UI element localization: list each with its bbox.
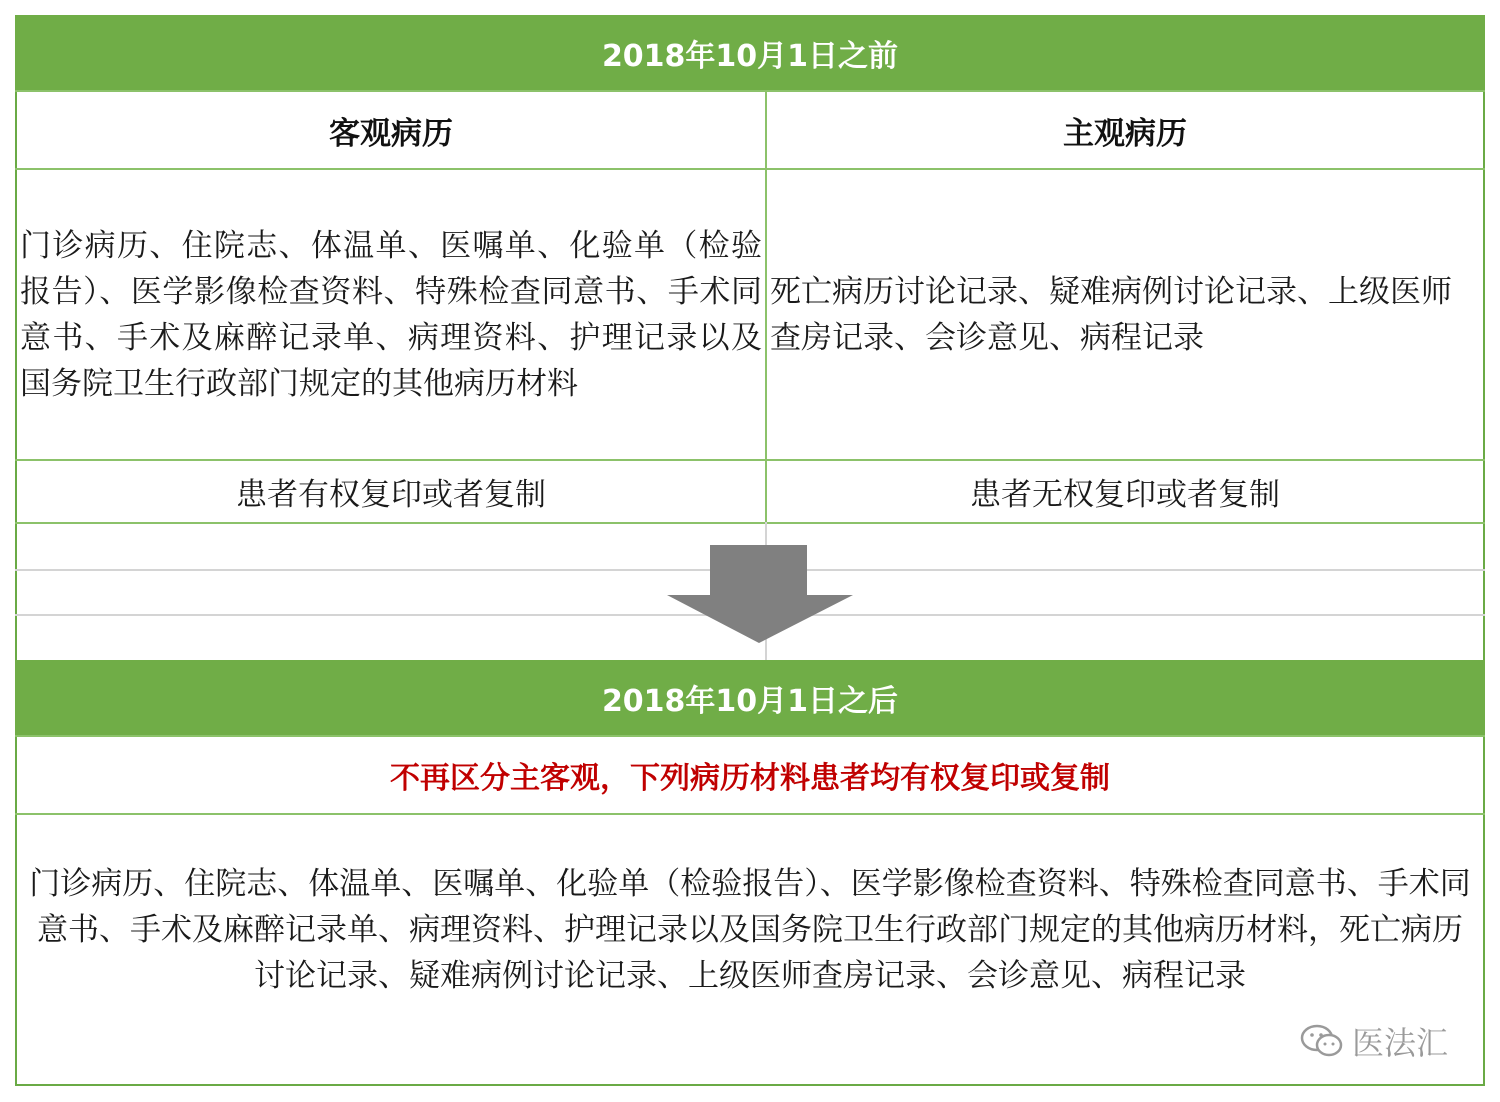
divider [15,522,1485,524]
down-arrow-icon [665,545,855,645]
subjective-content-text: 死亡病历讨论记录、疑难病例讨论记录、上级医师查房记录、会诊意见、病程记录 [770,273,1452,356]
subjective-header: 主观病历 [1063,115,1187,152]
subjective-rights: 患者无权复印或者复制 [970,477,1280,513]
before-title: 2018年10月1日之前 [15,15,1485,90]
objective-content-text: 门诊病历、住院志、体温单、医嘱单、化验单（检验报告）、医学影像检查资料、特殊检查同意书、手术同意书、手术及麻醉记录单、病理资料、护理记录以及国务院卫生行政部门规定的其他病历材料 [20,227,762,402]
objective-header: 客观病历 [329,115,453,152]
watermark [1300,1018,1448,1064]
objective-rights: 患者有权复印或者复制 [236,477,546,513]
after-title: 2018年10月1日之后 [15,660,1485,735]
after-notice: 不再区分主客观，下列病历材料患者均有权复印或复制 [390,761,1110,796]
subjective-content [770,170,1482,459]
watermark-text: 医法汇 [1351,1024,1448,1062]
objective-content [20,170,762,459]
after-content-text: 门诊病历、住院志、体温单、医嘱单、化验单（检验报告）、医学影像检查资料、特殊检查同意书、手术同意书、手术及麻醉记录单、病理资料、护理记录以及国务院卫生行政部门规定的其他病历材料，死亡病历讨论记录、疑难病例讨论记录、上级医师查房记录、会诊意见、病程记录 [29,866,1471,994]
after-content [25,815,1475,1045]
wechat-icon [1300,1023,1344,1059]
